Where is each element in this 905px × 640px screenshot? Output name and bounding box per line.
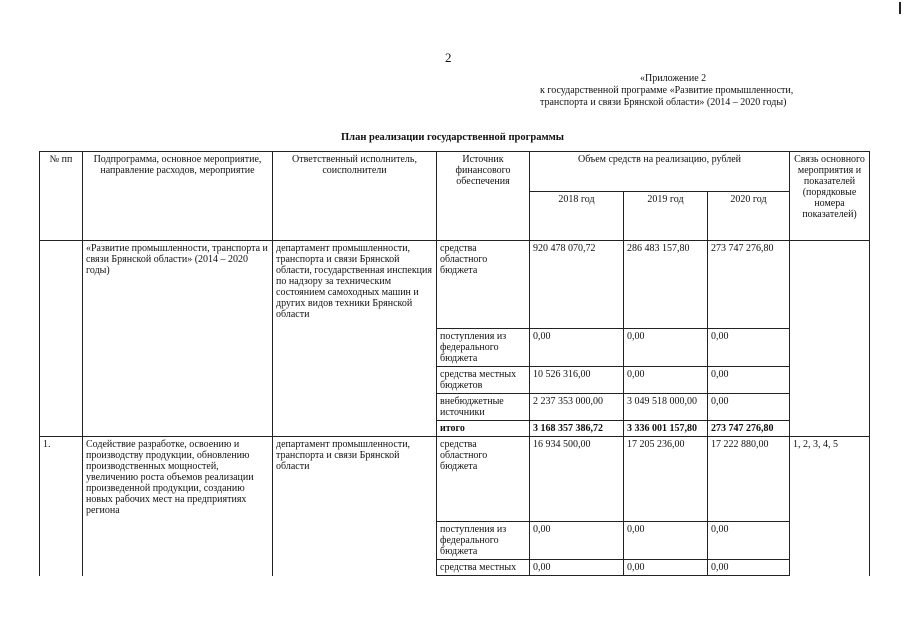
header-volume: Объем средств на реализацию, рублей xyxy=(530,152,790,192)
program-link xyxy=(790,241,870,437)
header-num: № пп xyxy=(40,152,83,241)
measure1-2019-1: 0,00 xyxy=(624,522,708,560)
program-source-3: внебюджетные источники xyxy=(437,394,530,421)
program-num xyxy=(40,241,83,437)
header-row xyxy=(40,152,870,192)
measure1-2018-1: 0,00 xyxy=(530,522,624,560)
program-total-2018: 3 168 357 386,72 xyxy=(530,421,624,437)
program-source-1: поступления из федерального бюджета xyxy=(437,329,530,367)
program-2018-3: 2 237 353 000,00 xyxy=(530,394,624,421)
measure1-link: 1, 2, 3, 4, 5 xyxy=(790,437,870,576)
program-name: «Развитие промышленности, транспорта и связи Брянской области» (2014 – 2020 годы) xyxy=(83,241,273,437)
header-2019: 2019 год xyxy=(624,192,708,241)
program-2018-2: 10 526 316,00 xyxy=(530,367,624,394)
header-source: Источник финансового обеспечения xyxy=(437,152,530,241)
measure1-source-0: средства областного бюджета xyxy=(437,437,530,522)
program-2020-3: 0,00 xyxy=(708,394,790,421)
measure1-2019-0: 17 205 236,00 xyxy=(624,437,708,522)
plan-table xyxy=(39,151,870,576)
program-row xyxy=(40,241,870,329)
measure1-num: 1. xyxy=(40,437,83,576)
measure1-2018-2: 0,00 xyxy=(530,560,624,576)
measure1-2019-2: 0,00 xyxy=(624,560,708,576)
header-2018: 2018 год xyxy=(530,192,624,241)
measure1-source-2: средства местных xyxy=(437,560,530,576)
program-2018-0: 920 478 070,72 xyxy=(530,241,624,329)
header-link: Связь основного мероприятия и показателей (порядковые номера показателей) xyxy=(790,152,870,241)
program-2019-0: 286 483 157,80 xyxy=(624,241,708,329)
program-source-2: средства местных бюджетов xyxy=(437,367,530,394)
program-source-0: средства областного бюджета xyxy=(437,241,530,329)
program-2019-1: 0,00 xyxy=(624,329,708,367)
appendix-line-2: к государственной программе «Развитие промышленности, xyxy=(540,85,794,96)
header-subprogram: Подпрограмма, основное мероприятие, направление расходов, мероприятие xyxy=(83,152,273,241)
measure1-name: Содействие разработке, освоению и производству продукции, обновлению производственных мощностей, увеличению роста объемов реализации произведенной продукции, созданию новых рабочих мест на предприятиях региона xyxy=(83,437,273,576)
program-total-label: итого xyxy=(437,421,530,437)
header-2020: 2020 год xyxy=(708,192,790,241)
measure1-2020-0: 17 222 880,00 xyxy=(708,437,790,522)
measure1-executor: департамент промышленности, транспорта и связи Брянской области xyxy=(273,437,437,576)
program-executor: департамент промышленности, транспорта и связи Брянской области, государственная инспекция по надзору за техническим состоянием самоходных машин и других видов техники Брянской области xyxy=(273,241,437,437)
appendix-header xyxy=(540,73,880,109)
page-number: 2 xyxy=(445,50,452,65)
measure1-2020-2: 0,00 xyxy=(708,560,790,576)
program-2020-1: 0,00 xyxy=(708,329,790,367)
header-executor: Ответственный исполнитель, соисполнители xyxy=(273,152,437,241)
document-title: План реализации государственной программы xyxy=(341,132,564,143)
program-2019-3: 3 049 518 000,00 xyxy=(624,394,708,421)
measure-row xyxy=(40,437,870,522)
measure1-source-1: поступления из федерального бюджета xyxy=(437,522,530,560)
appendix-line-1: «Приложение 2 xyxy=(640,73,707,84)
program-2018-1: 0,00 xyxy=(530,329,624,367)
program-2020-0: 273 747 276,80 xyxy=(708,241,790,329)
program-total-2020: 273 747 276,80 xyxy=(708,421,790,437)
measure1-2020-1: 0,00 xyxy=(708,522,790,560)
program-2019-2: 0,00 xyxy=(624,367,708,394)
program-2020-2: 0,00 xyxy=(708,367,790,394)
appendix-line-3: транспорта и связи Брянской области» (2014 – 2020 годы) xyxy=(540,97,787,108)
measure1-2018-0: 16 934 500,00 xyxy=(530,437,624,522)
page-edge-mark xyxy=(899,2,901,14)
program-total-2019: 3 336 001 157,80 xyxy=(624,421,708,437)
